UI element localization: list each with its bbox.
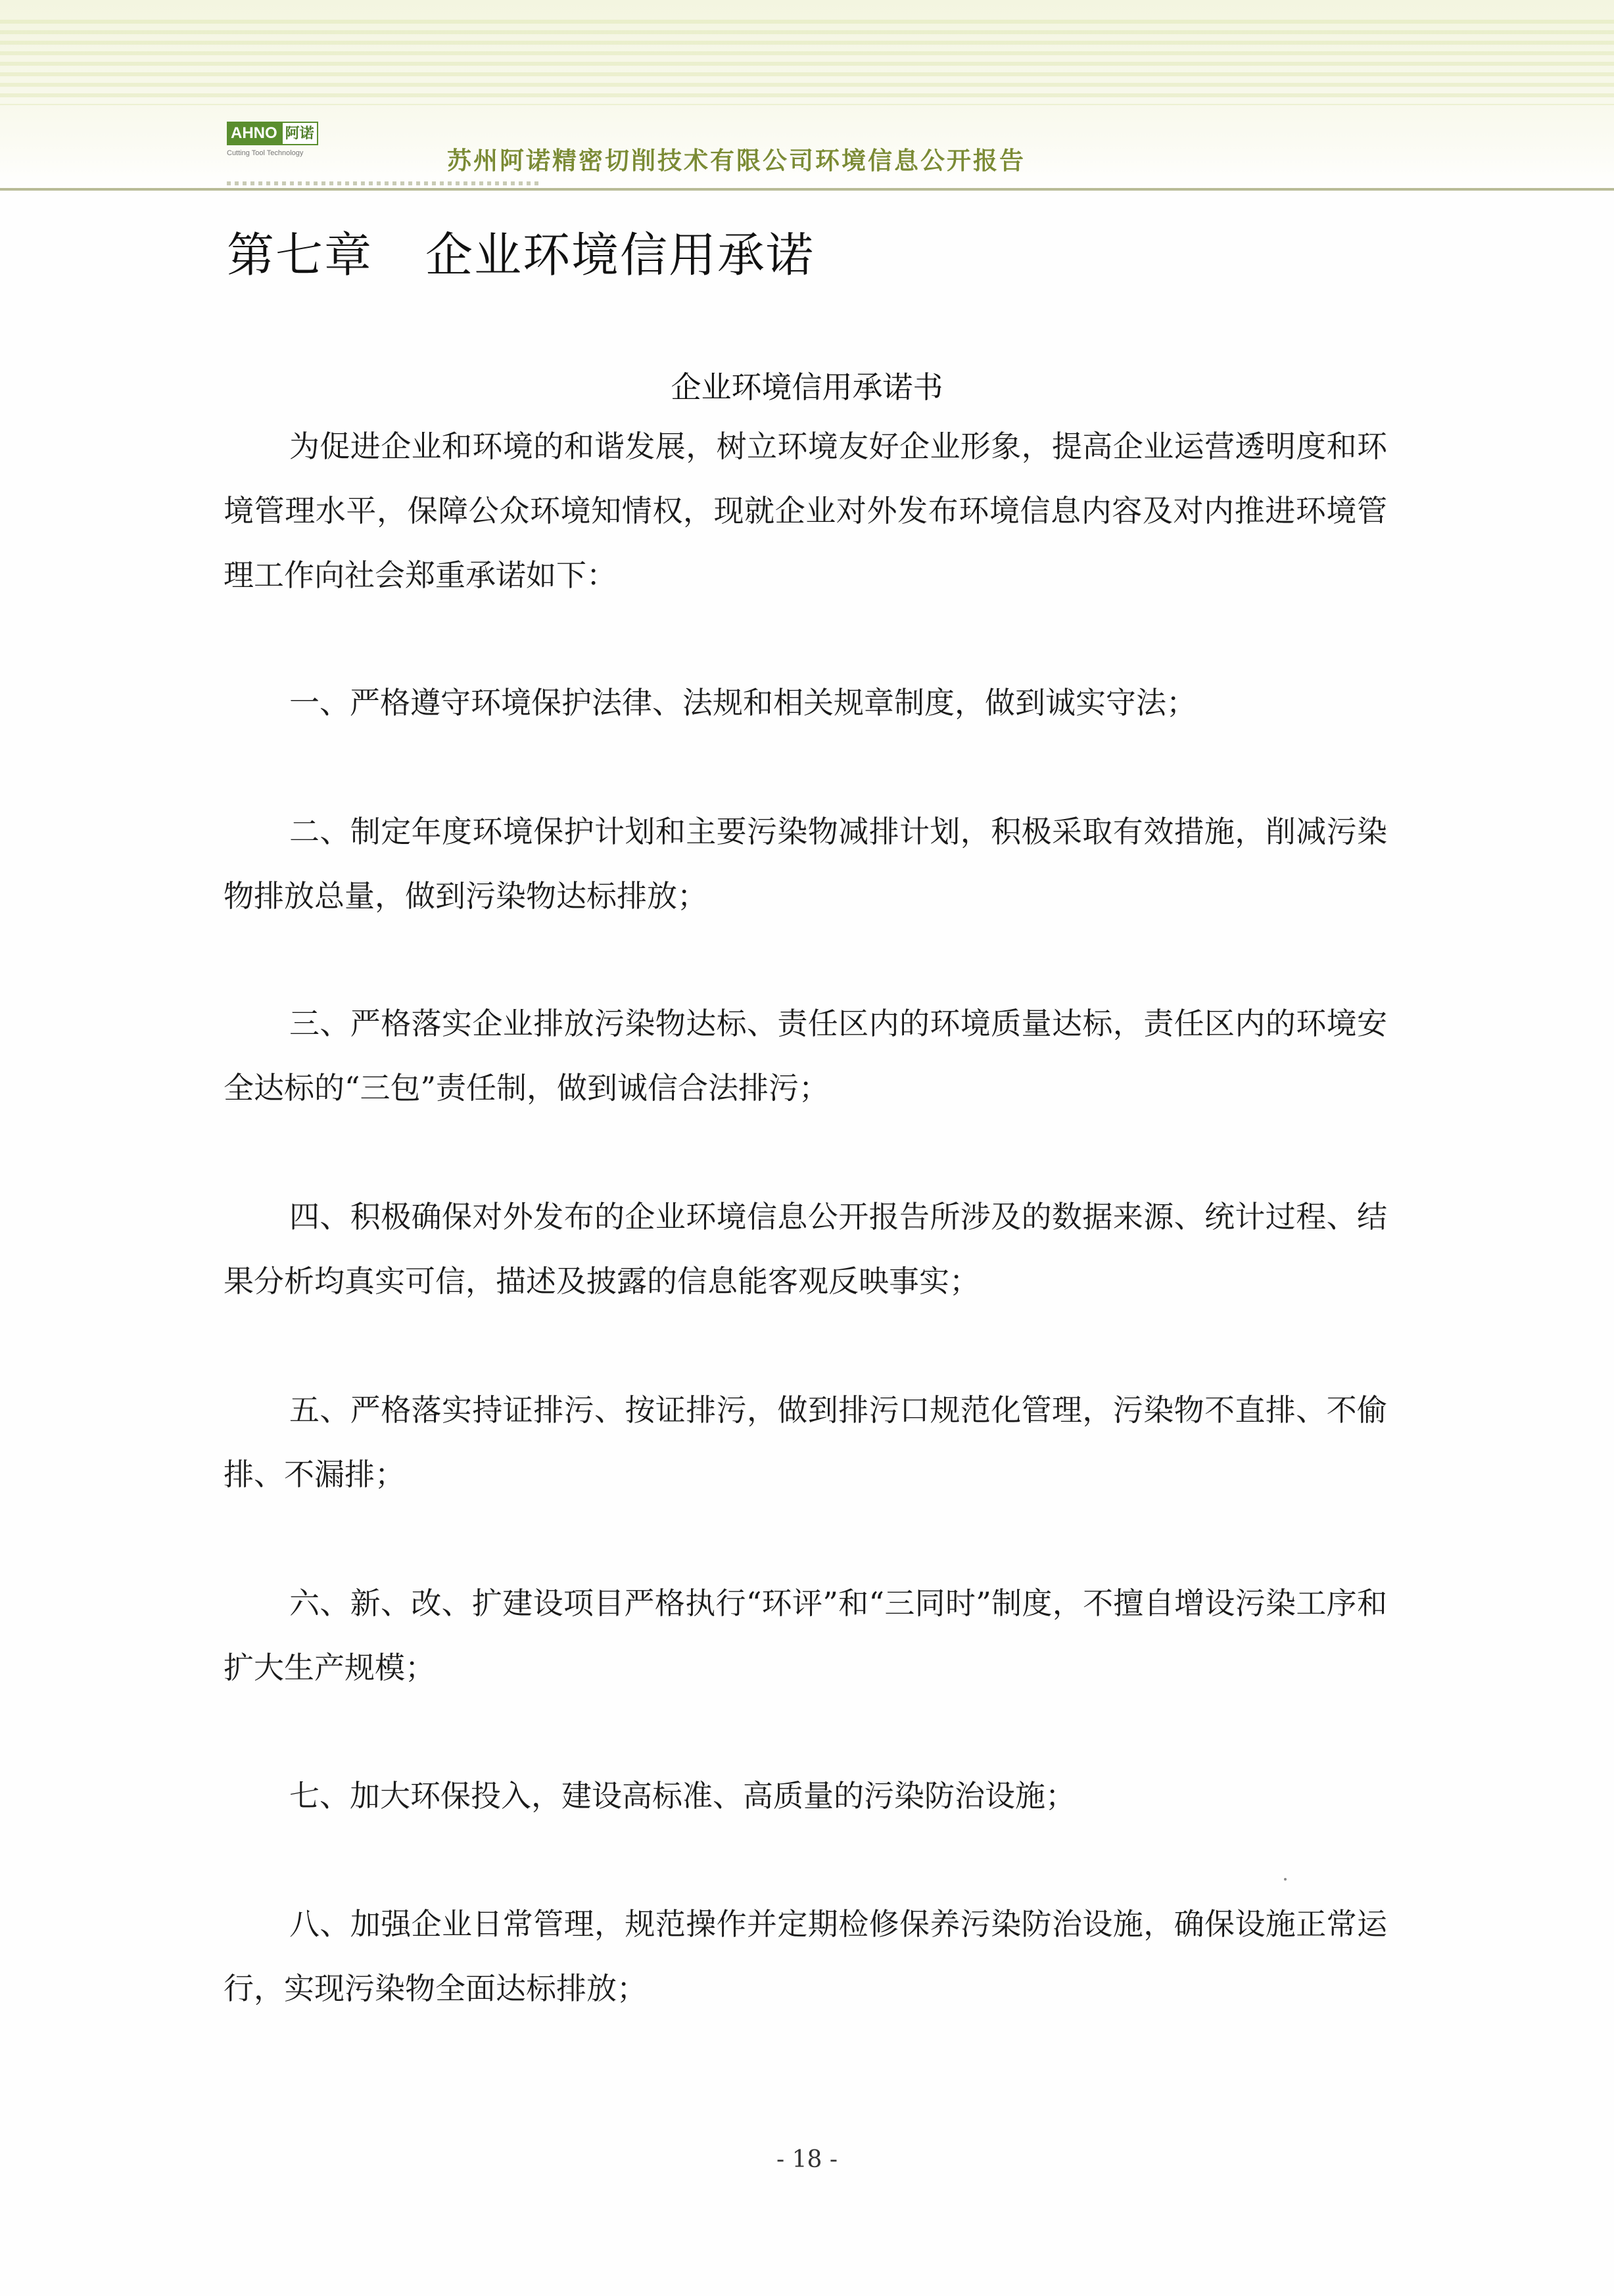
commitment-item-1: 一、严格遵守环境保护法律、法规和相关规章制度，做到诚实守法； [289, 685, 1197, 720]
chapter-heading [227, 217, 815, 285]
commitment-item-2: 二、制定年度环境保护计划和主要污染物减排计划，积极采取有效措施，削减污染物排放总量，做到污染物达标排放； [224, 814, 1387, 914]
commitment-item-5: 五、严格落实持证排污、按证排污，做到排污口规范化管理，污染物不直排、不偷排、不漏排； [224, 1392, 1387, 1492]
scan-speck [1284, 1878, 1287, 1881]
page-header [0, 0, 1614, 191]
commitment-item-7: 七、加大环保投入，建设高标准、高质量的污染防治设施； [289, 1778, 1076, 1814]
logo-text-chinese: 阿诺 [281, 122, 318, 145]
header-decoration [0, 20, 1614, 105]
intro-paragraph: 为促进企业和环境的和谐发展，树立环境友好企业形象，提高企业运营透明度和环境管理水平，保障公众环境知情权，现就企业对外发布环境信息内容及对内推进环境管理工作向社会郑重承诺如下： [224, 429, 1387, 593]
logo-text-latin: AHNO [227, 122, 281, 145]
page-number: - 18 - [776, 2146, 838, 2173]
chapter-title: 企业环境信用承诺 [425, 227, 815, 283]
chapter-number: 第七章 [227, 227, 373, 283]
document-title: 企业环境信用承诺书 [671, 369, 943, 405]
company-logo [227, 122, 319, 162]
logo-tagline: Cutting Tool Technology [227, 149, 304, 157]
report-header-title: 苏州阿诺精密切削技术有限公司环境信息公开报告 [447, 147, 1026, 175]
logo-mark [227, 122, 318, 145]
commitment-item-8: 八、加强企业日常管理，规范操作并定期检修保养污染防治设施，确保设施正常运行，实现污染物全面达标排放； [224, 1906, 1387, 2006]
header-divider-dots [227, 181, 542, 185]
commitment-item-6: 六、新、改、扩建设项目严格执行“环评”和“三同时”制度，不擅自增设污染工序和扩大生产规模； [224, 1585, 1387, 1685]
header-divider [0, 188, 1614, 191]
commitment-item-4: 四、积极确保对外发布的企业环境信息公开报告所涉及的数据来源、统计过程、结果分析均真实可信，描述及披露的信息能客观反映事实； [224, 1199, 1387, 1299]
commitment-item-3: 三、严格落实企业排放污染物达标、责任区内的环境质量达标，责任区内的环境安全达标的“三包”责任制，做到诚信合法排污； [224, 1006, 1387, 1106]
